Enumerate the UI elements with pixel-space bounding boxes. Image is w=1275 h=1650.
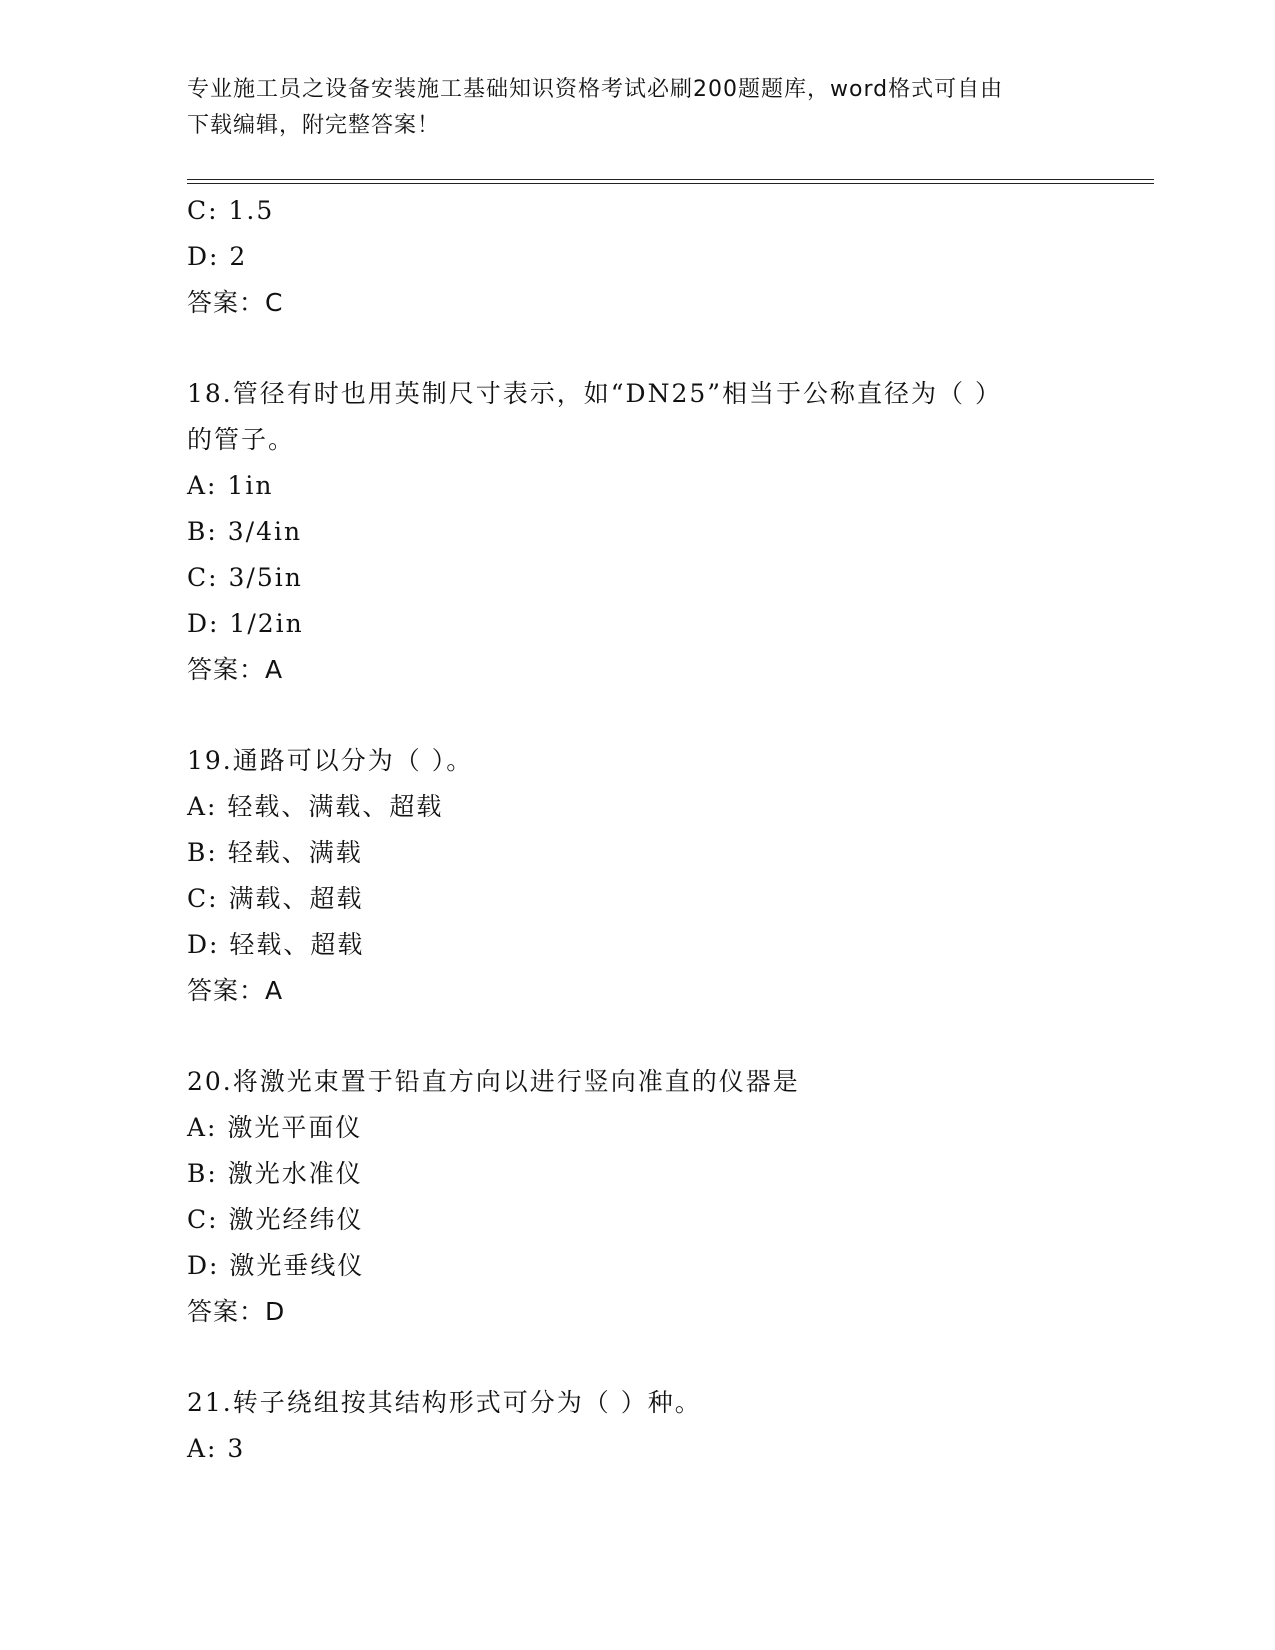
header-line-2: 下载编辑，附完整答案！ [187,113,441,138]
header-divider-top [187,179,1154,180]
question-list [187,188,1154,1472]
spacer [187,1335,1154,1380]
answer-label: 答案：A [187,976,284,1005]
option-d: D: 轻载、超载 [187,930,365,959]
option-d: D: 激光垂线仪 [187,1251,365,1280]
option-d: D: 1/2in [187,609,304,638]
spacer [187,326,1154,371]
answer-label: 答案：A [187,655,284,684]
question-stem: 20.将激光束置于铅直方向以进行竖向准直的仪器是 [187,1067,800,1096]
option-b: B: 轻载、满载 [187,838,363,867]
option-b: B: 激光水准仪 [187,1159,363,1188]
question-stem: 21.转子绕组按其结构形式可分为（ ）种。 [187,1388,702,1417]
option-c: C: 1.5 [187,196,275,225]
option-d: D: 2 [187,242,248,271]
spacer [187,693,1154,738]
option-a: A: 轻载、满载、超载 [187,792,444,821]
question-stem: 18.管径有时也用英制尺寸表示，如“DN25”相当于公称直径为（ ） [187,379,1002,408]
option-a: A: 1in [187,471,274,500]
question-19 [187,738,1154,1014]
question-stem: 19.通路可以分为（ ）。 [187,746,474,775]
question-20 [187,1059,1154,1335]
header-line-1: 专业施工员之设备安装施工基础知识资格考试必刷200题题库，word格式可自由 [187,77,1004,102]
question-21 [187,1380,1154,1472]
document-header [187,72,1087,144]
answer-label: 答案：D [187,1297,286,1326]
option-b: B: 3/4in [187,517,303,546]
question-17-tail [187,188,1154,326]
option-a: A: 激光平面仪 [187,1113,363,1142]
header-divider-bottom [187,183,1154,184]
spacer [187,1014,1154,1059]
option-a: A: 3 [187,1434,246,1463]
question-18 [187,371,1154,693]
option-c: C: 3/5in [187,563,303,592]
question-stem-continued: 的管子。 [187,425,296,454]
option-c: C: 满载、超载 [187,884,364,913]
option-c: C: 激光经纬仪 [187,1205,364,1234]
answer-label: 答案：C [187,288,284,317]
